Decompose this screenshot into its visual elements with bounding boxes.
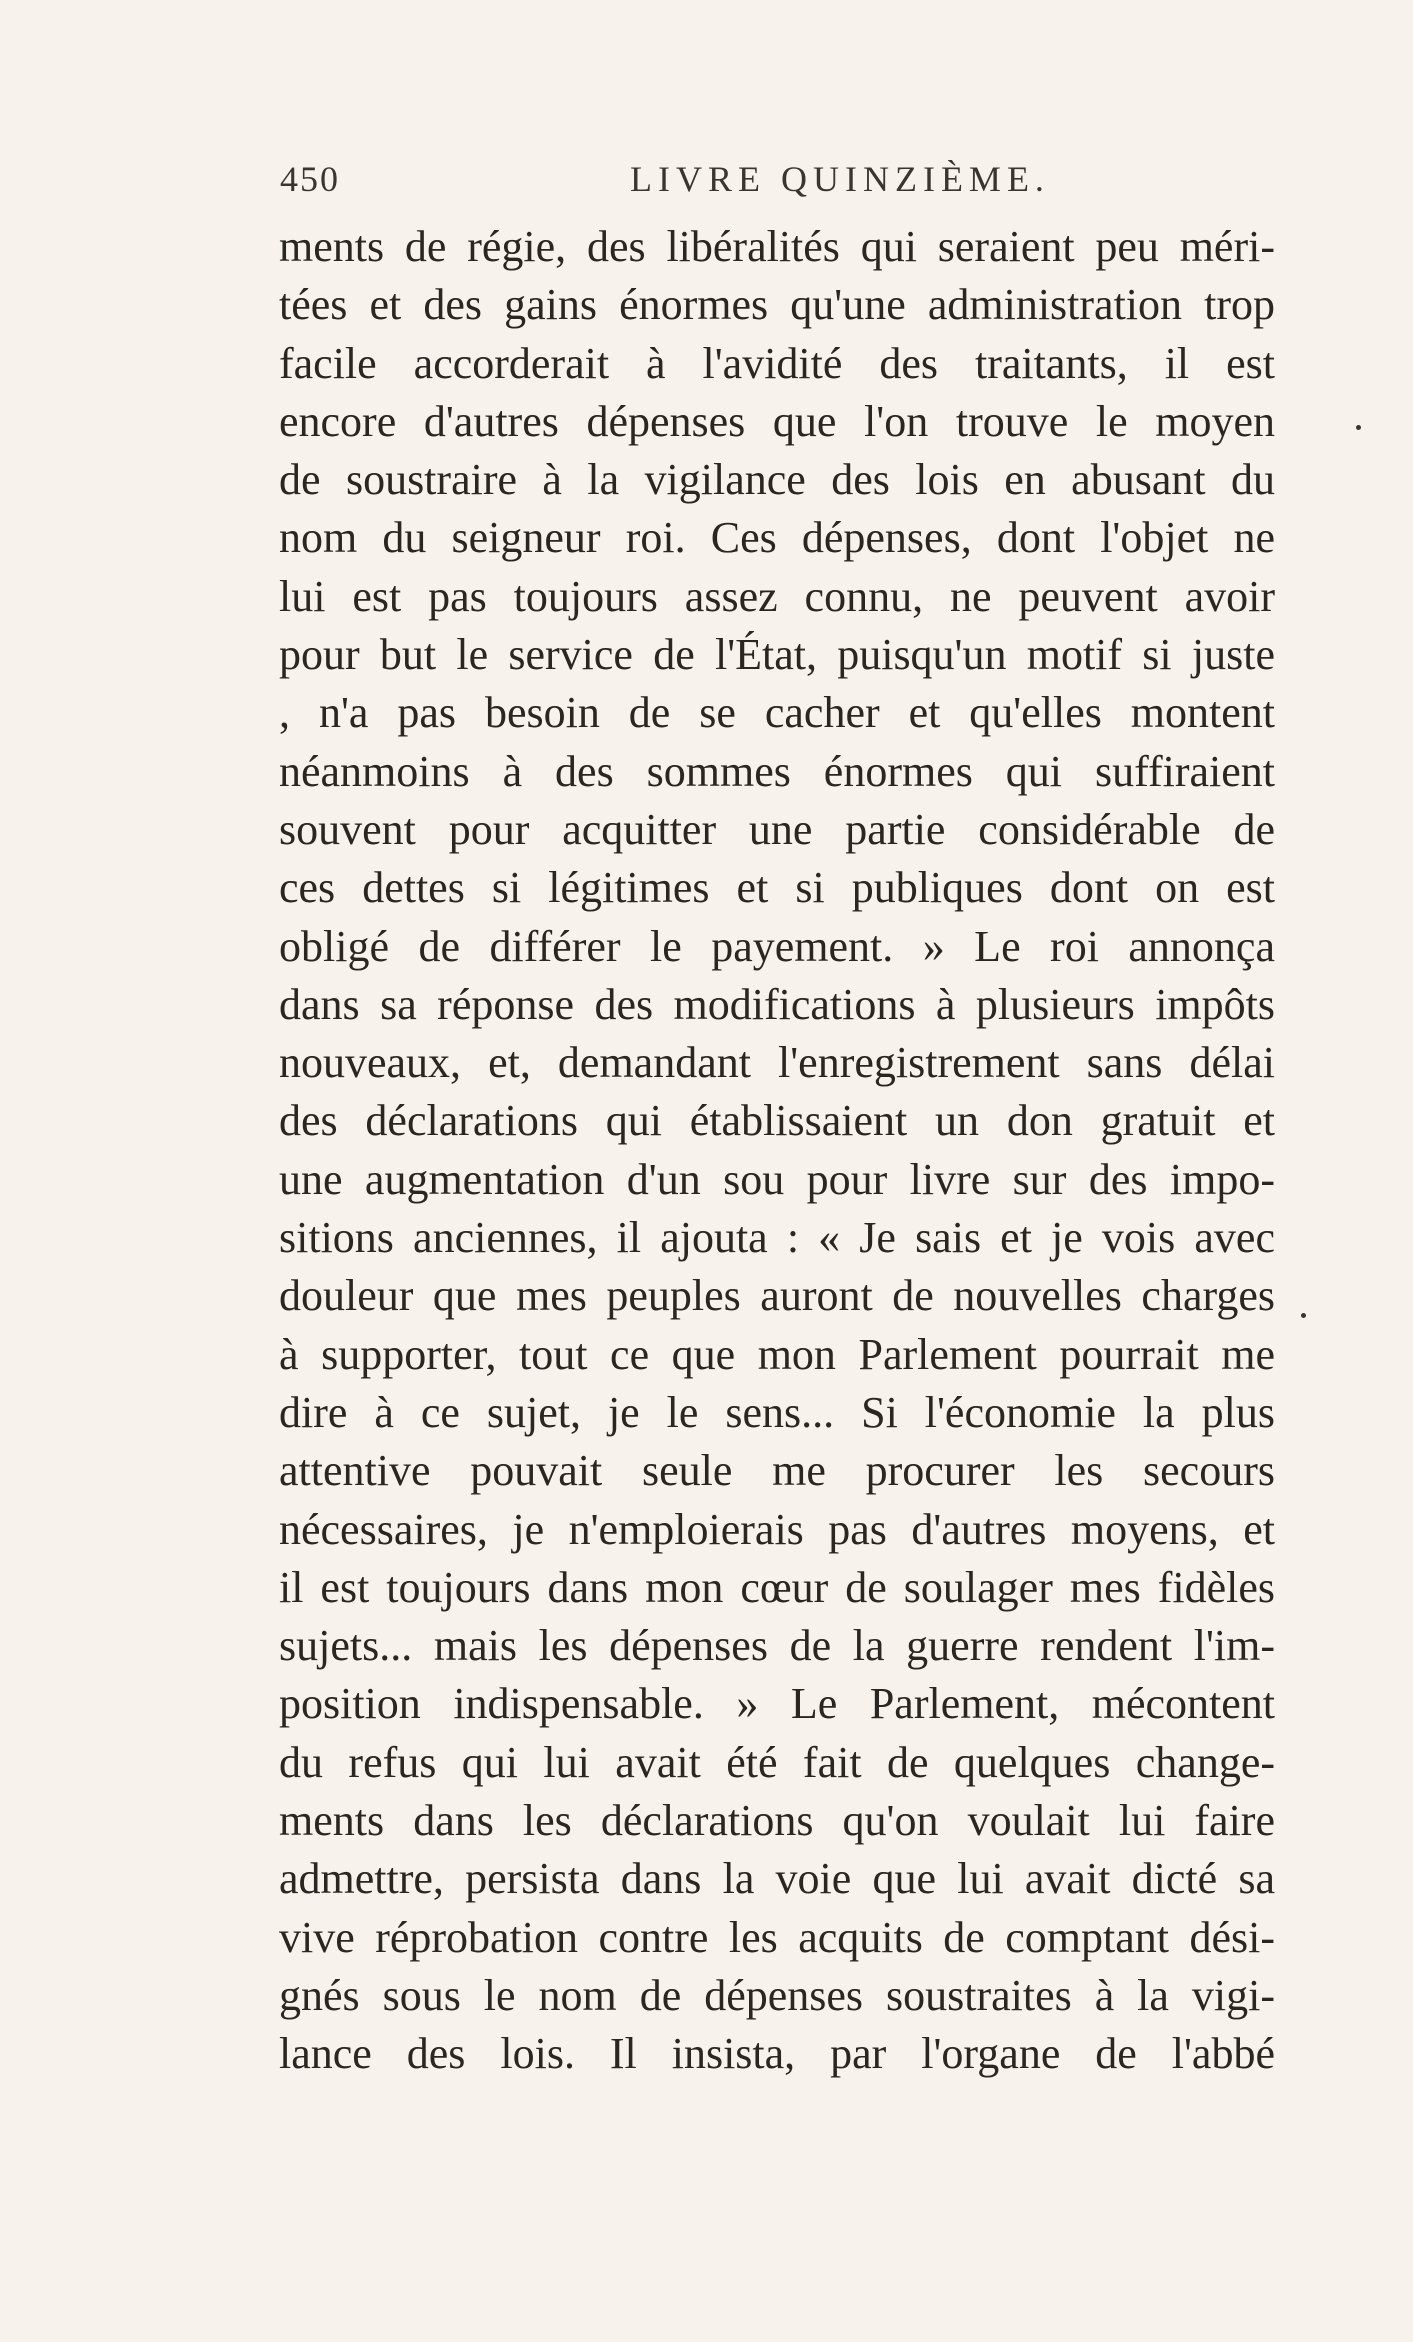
text-line: , n'a pas besoin de se cacher et qu'elles montent: [279, 688, 1275, 738]
body-text: [279, 218, 1275, 2084]
text-line: à supporter, tout ce que mon Parlement pourrait me: [279, 1329, 1275, 1379]
text-line: sujets... mais les dépenses de la guerre rendent l'im-: [279, 1621, 1275, 1671]
text-line: une augmentation d'un sou pour livre sur des impo-: [279, 1154, 1275, 1204]
text-line: des déclarations qui établissaient un don gratuit et: [279, 1096, 1275, 1146]
text-line: facile accorderait à l'avidité des traitants, il est: [279, 338, 1275, 388]
text-line: dans sa réponse des modifications à plusieurs impôts: [279, 979, 1275, 1029]
text-line: admettre, persista dans la voie que lui avait dicté sa: [279, 1854, 1275, 1904]
text-line: sitions anciennes, il ajouta : « Je sais et je vois avec: [279, 1213, 1275, 1263]
text-line: nécessaires, je n'emploierais pas d'autres moyens, et: [279, 1504, 1275, 1554]
margin-mark: [1356, 425, 1361, 430]
text-line: néanmoins à des sommes énormes qui suffiraient: [279, 746, 1275, 796]
text-line: position indispensable. » Le Parlement, mécontent: [279, 1679, 1275, 1729]
text-line: de soustraire à la vigilance des lois en abusant du: [279, 455, 1275, 505]
text-line: douleur que mes peuples auront de nouvelles charges: [279, 1271, 1275, 1321]
text-line: lance des lois. Il insista, par l'organe de l'abbé: [279, 2029, 1275, 2079]
text-line: ces dettes si légitimes et si publiques dont on est: [279, 863, 1275, 913]
text-line: ments dans les déclarations qu'on voulait lui faire: [279, 1796, 1275, 1846]
text-line: souvent pour acquitter une partie considérable de: [279, 804, 1275, 854]
margin-mark: [1301, 1313, 1306, 1318]
text-line: du refus qui lui avait été fait de quelques change-: [279, 1737, 1275, 1787]
text-line: ments de régie, des libéralités qui seraient peu méri-: [279, 222, 1275, 271]
text-line: tées et des gains énormes qu'une administration trop: [279, 280, 1275, 330]
text-line: encore d'autres dépenses que l'on trouve le moyen: [279, 396, 1275, 446]
text-line: vive réprobation contre les acquits de comptant dési-: [279, 1912, 1275, 1962]
text-line: attentive pouvait seule me procurer les secours: [279, 1446, 1275, 1496]
text-line: nom du seigneur roi. Ces dépenses, dont l'objet ne: [279, 513, 1275, 563]
text-line: lui est pas toujours assez connu, ne peuvent avoir: [279, 571, 1275, 621]
page-header: [280, 158, 1280, 208]
text-line: obligé de différer le payement. » Le roi annonça: [279, 921, 1275, 971]
text-line: nouveaux, et, demandant l'enregistrement sans délai: [279, 1038, 1275, 1088]
page-number: 450: [280, 159, 340, 199]
text-line: il est toujours dans mon cœur de soulager mes fidèles: [279, 1562, 1275, 1612]
text-line: gnés sous le nom de dépenses soustraites à la vigi-: [279, 1970, 1275, 2020]
text-line: pour but le service de l'État, puisqu'un motif si juste: [279, 630, 1275, 680]
text-line: dire à ce sujet, je le sens... Si l'économie la plus: [279, 1387, 1275, 1437]
running-head: LIVRE QUINZIÈME.: [630, 159, 1050, 199]
